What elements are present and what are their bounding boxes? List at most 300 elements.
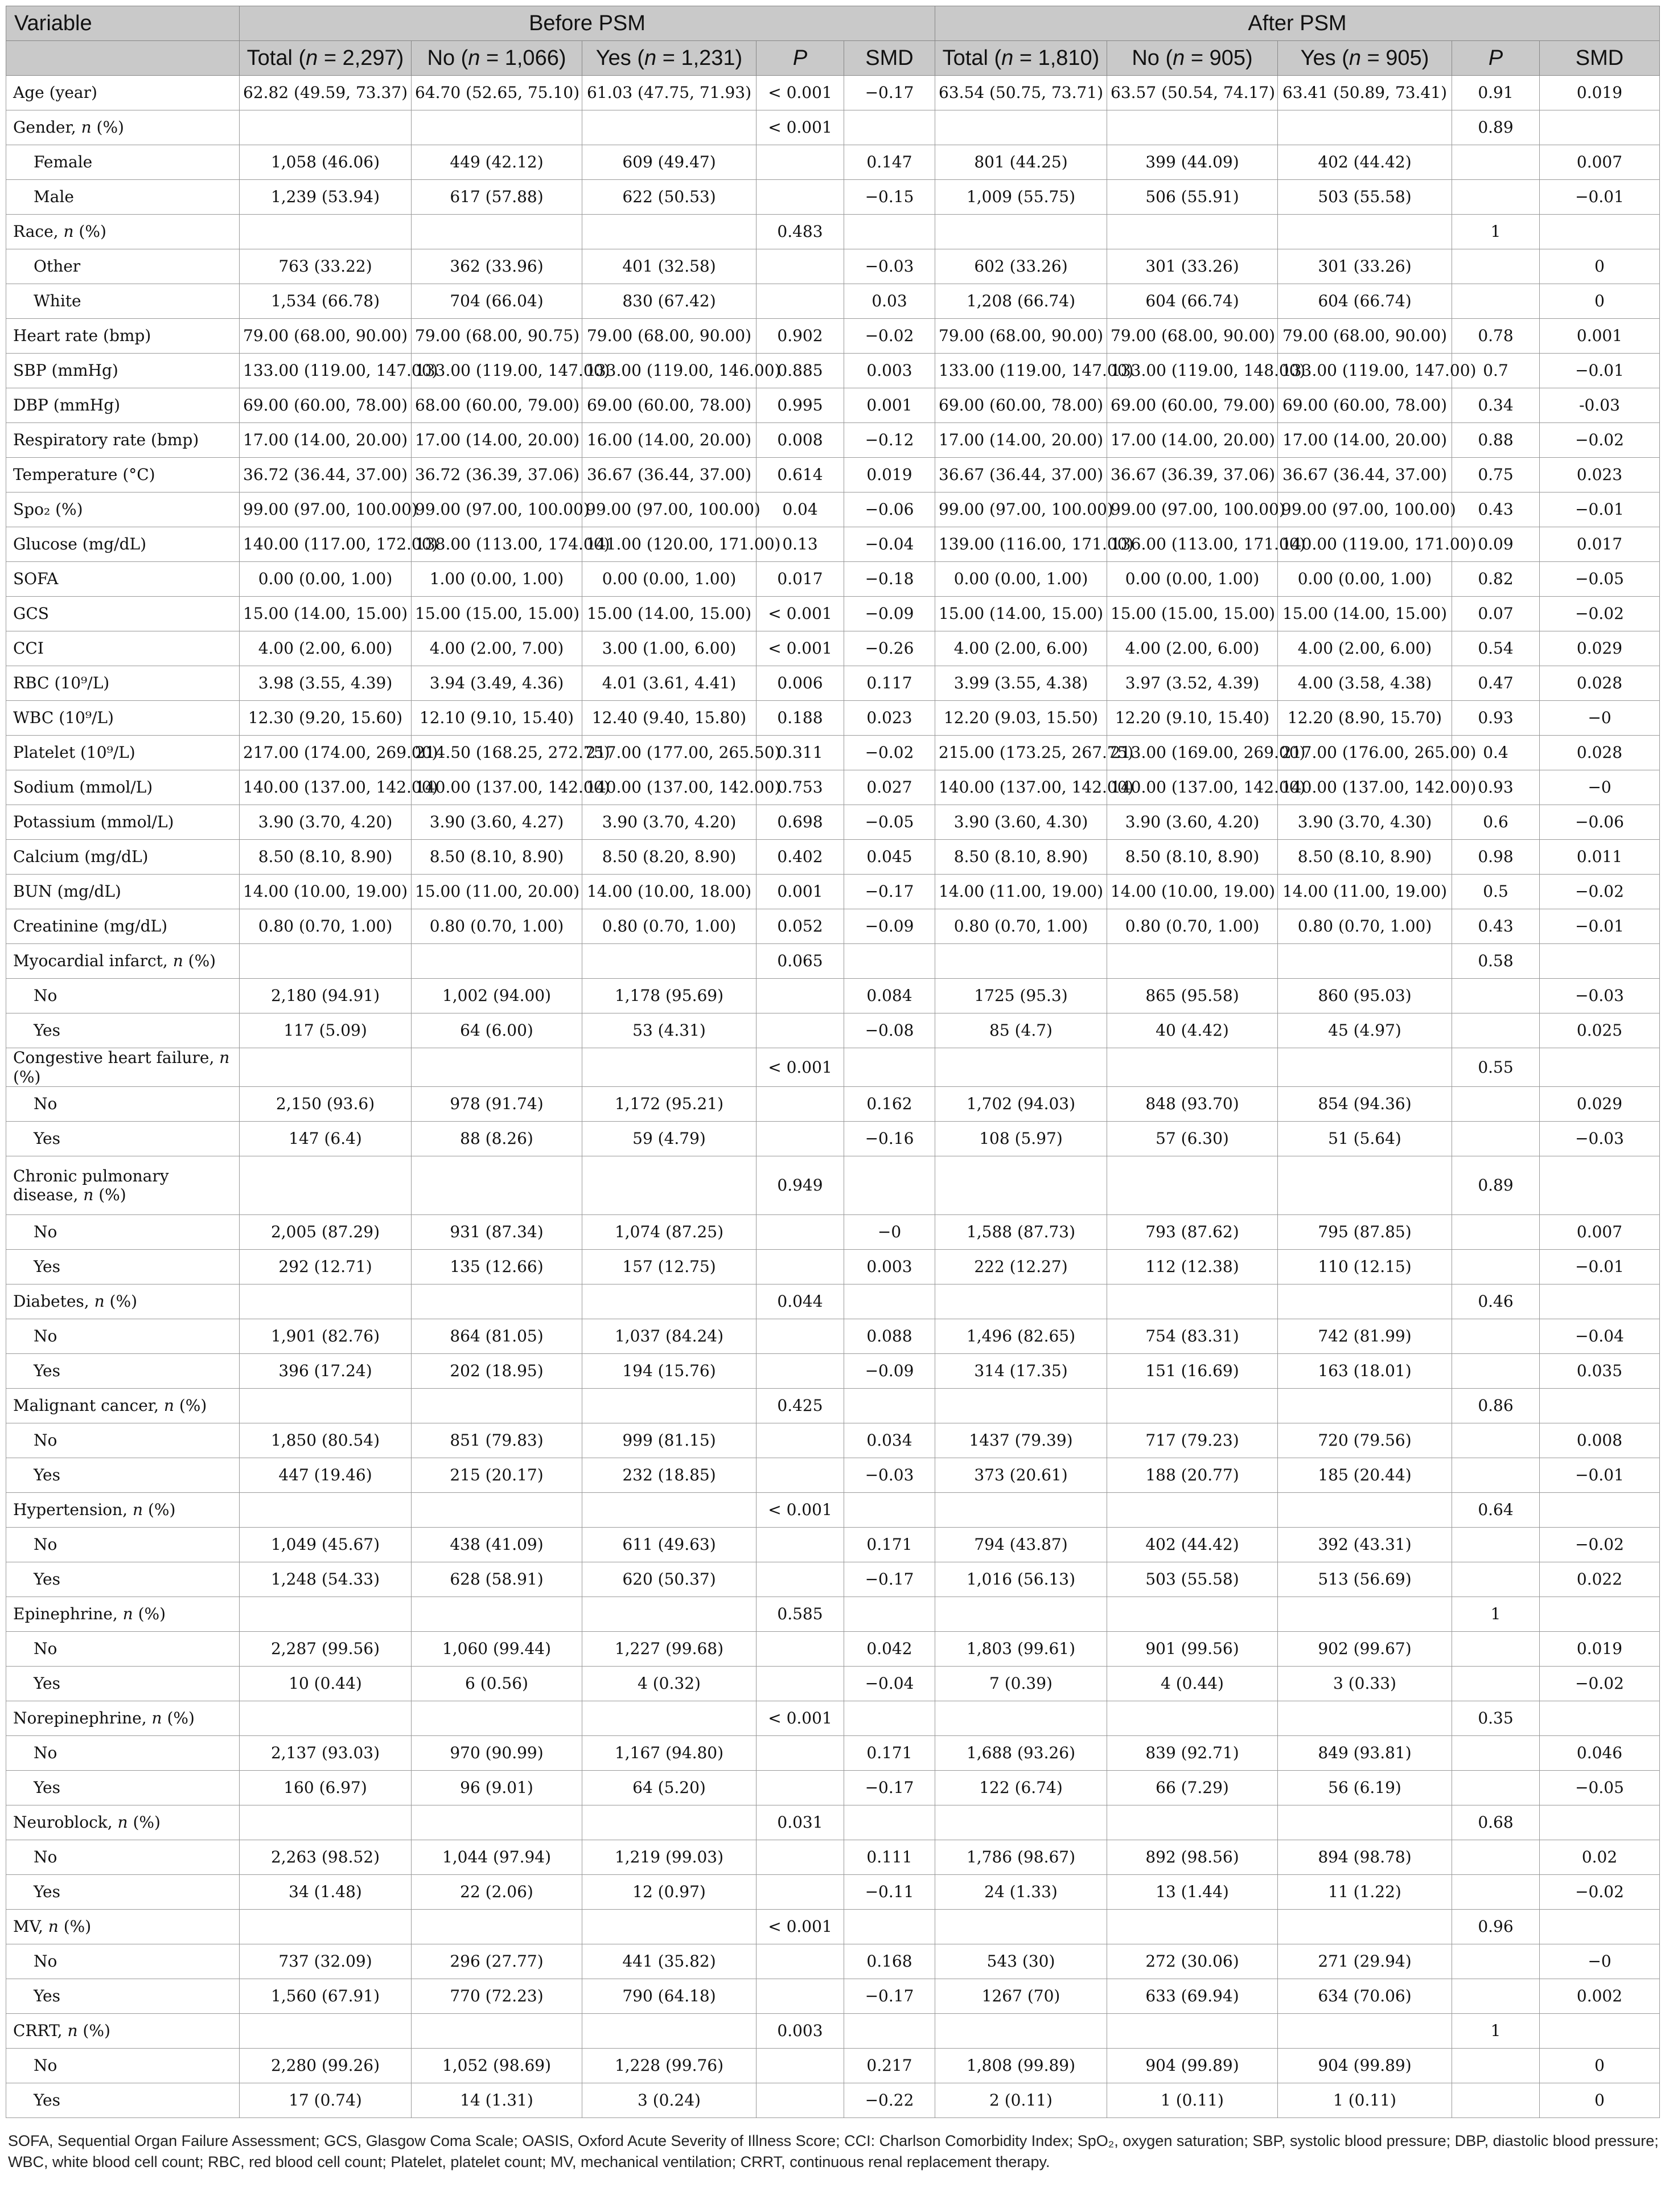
table-cell: 0.7 (1452, 354, 1540, 388)
table-cell (240, 1493, 412, 1528)
table-cell: 1,009 (55.75) (935, 180, 1107, 215)
table-row (6, 666, 1660, 701)
table-cell: 1 (0.11) (1278, 2083, 1452, 2118)
table-cell: 830 (67.42) (582, 284, 757, 319)
table-cell: 17.00 (14.00, 20.00) (1278, 423, 1452, 458)
table-cell: 4.00 (2.00, 6.00) (1278, 631, 1452, 666)
table-cell: 17.00 (14.00, 20.00) (935, 423, 1107, 458)
table-cell: 793 (87.62) (1107, 1215, 1278, 1250)
variable-header: Variable (6, 6, 240, 41)
table-cell: 88 (8.26) (412, 1122, 582, 1156)
row-label: Age (year) (6, 76, 240, 110)
table-cell: 0.019 (1540, 76, 1660, 110)
table-cell: 0.003 (844, 354, 935, 388)
table-row (6, 736, 1660, 770)
table-cell: 51 (5.64) (1278, 1122, 1452, 1156)
table-cell (582, 1284, 757, 1319)
table-cell: 604 (66.74) (1278, 284, 1452, 319)
row-label: Myocardial infarct, n (%) (6, 944, 240, 979)
table-cell: 34 (1.48) (240, 1875, 412, 1910)
table-cell: 99.00 (97.00, 100.00) (935, 493, 1107, 527)
row-label: Respiratory rate (bmp) (6, 423, 240, 458)
table-row (6, 354, 1660, 388)
table-cell: 15.00 (14.00, 15.00) (935, 597, 1107, 631)
row-label: GCS (6, 597, 240, 631)
table-cell: −0.15 (844, 180, 935, 215)
table-cell: −0.02 (1540, 597, 1660, 631)
table-cell: 0 (1540, 249, 1660, 284)
table-cell: 901 (99.56) (1107, 1632, 1278, 1667)
table-cell (412, 1805, 582, 1840)
table-cell (1540, 1389, 1660, 1423)
table-cell (1452, 1771, 1540, 1805)
table-row (6, 493, 1660, 527)
table-cell (1107, 1701, 1278, 1736)
table-cell: −0.16 (844, 1122, 935, 1156)
table-cell (412, 944, 582, 979)
row-label: RBC (10⁹/L) (6, 666, 240, 701)
table-cell (935, 215, 1107, 249)
table-cell (757, 1875, 844, 1910)
table-cell: 438 (41.09) (412, 1528, 582, 1562)
table-cell (1107, 1048, 1278, 1087)
table-cell: 4.01 (3.61, 4.41) (582, 666, 757, 701)
table-cell: 108 (5.97) (935, 1122, 1107, 1156)
table-cell (582, 1156, 757, 1215)
table-cell: 17.00 (14.00, 20.00) (412, 423, 582, 458)
table-cell: 4.00 (2.00, 6.00) (1107, 631, 1278, 666)
table-cell: 12.20 (9.10, 15.40) (1107, 701, 1278, 736)
table-cell: 79.00 (68.00, 90.75) (412, 319, 582, 354)
row-label: DBP (mmHg) (6, 388, 240, 423)
table-cell: 0.89 (1452, 1156, 1540, 1215)
table-cell: 79.00 (68.00, 90.00) (1107, 319, 1278, 354)
table-cell: 0.949 (757, 1156, 844, 1215)
table-subrow (6, 1840, 1660, 1875)
table-cell (1107, 944, 1278, 979)
table-cell: 0.171 (844, 1528, 935, 1562)
table-cell: −0.12 (844, 423, 935, 458)
row-label: Yes (6, 1354, 240, 1389)
table-cell: 214.50 (168.25, 272.75) (412, 736, 582, 770)
table-cell: 0.011 (1540, 840, 1660, 875)
table-cell: 79.00 (68.00, 90.00) (935, 319, 1107, 354)
table-cell: 69.00 (60.00, 78.00) (240, 388, 412, 423)
table-cell: 0.017 (1540, 527, 1660, 562)
table-cell: −0.01 (1540, 909, 1660, 944)
table-cell: 0.188 (757, 701, 844, 736)
table-cell: 64 (6.00) (412, 1013, 582, 1048)
table-cell (757, 1319, 844, 1354)
table-cell: −0 (1540, 701, 1660, 736)
table-row (6, 458, 1660, 493)
table-cell: −0.17 (844, 1771, 935, 1805)
table-cell: 790 (64.18) (582, 1979, 757, 2014)
table-cell: 17.00 (14.00, 20.00) (1107, 423, 1278, 458)
table-cell: < 0.001 (757, 1910, 844, 1944)
table-cell: −0.09 (844, 1354, 935, 1389)
table-cell: 1,074 (87.25) (582, 1215, 757, 1250)
table-cell: 849 (93.81) (1278, 1736, 1452, 1771)
table-subrow (6, 1875, 1660, 1910)
table-cell: 140.00 (137.00, 142.00) (412, 770, 582, 805)
table-cell (757, 1354, 844, 1389)
table-cell: 851 (79.83) (412, 1423, 582, 1458)
table-cell: 0.147 (844, 145, 935, 180)
table-cell: 2,287 (99.56) (240, 1632, 412, 1667)
table-cell: 402 (44.42) (1107, 1528, 1278, 1562)
row-label: Glucose (mg/dL) (6, 527, 240, 562)
table-cell: 0.58 (1452, 944, 1540, 979)
table-cell: 12.20 (9.03, 15.50) (935, 701, 1107, 736)
table-cell (582, 110, 757, 145)
table-cell (844, 2014, 935, 2049)
table-cell: 506 (55.91) (1107, 180, 1278, 215)
table-cell: 0.80 (0.70, 1.00) (1107, 909, 1278, 944)
table-cell: 8.50 (8.20, 8.90) (582, 840, 757, 875)
table-cell: 0.006 (757, 666, 844, 701)
table-cell (240, 1284, 412, 1319)
table-cell (1452, 1632, 1540, 1667)
table-cell: 6 (0.56) (412, 1667, 582, 1701)
table-cell: −0 (844, 1215, 935, 1250)
table-cell (1107, 215, 1278, 249)
table-cell: 79.00 (68.00, 90.00) (582, 319, 757, 354)
table-cell: 1,850 (80.54) (240, 1423, 412, 1458)
table-cell: 0.09 (1452, 527, 1540, 562)
table-cell: 1.00 (0.00, 1.00) (412, 562, 582, 597)
table-cell (582, 1597, 757, 1632)
table-cell (757, 1122, 844, 1156)
table-cell (412, 1701, 582, 1736)
column-header-9: SMD (1540, 41, 1660, 76)
table-cell: 0 (1540, 284, 1660, 319)
table-cell: 720 (79.56) (1278, 1423, 1452, 1458)
table-subrow (6, 145, 1660, 180)
table-subrow (6, 284, 1660, 319)
table-cell: 4.00 (2.00, 7.00) (412, 631, 582, 666)
table-cell: 147 (6.4) (240, 1122, 412, 1156)
table-subrow (6, 1215, 1660, 1250)
table-cell: 99.00 (97.00, 100.00) (1278, 493, 1452, 527)
table-cell: 0.00 (0.00, 1.00) (1278, 562, 1452, 597)
table-subrow (6, 249, 1660, 284)
table-cell (412, 1493, 582, 1528)
table-cell: 217.00 (174.00, 269.00) (240, 736, 412, 770)
table-cell: 8.50 (8.10, 8.90) (1107, 840, 1278, 875)
row-label: No (6, 1944, 240, 1979)
table-cell: 217.00 (176.00, 265.00) (1278, 736, 1452, 770)
table-cell: 14.00 (11.00, 19.00) (1278, 875, 1452, 909)
row-label: Hypertension, n (%) (6, 1493, 240, 1528)
table-cell: 36.67 (36.44, 37.00) (1278, 458, 1452, 493)
table-row (6, 909, 1660, 944)
table-cell: 99.00 (97.00, 100.00) (582, 493, 757, 527)
table-cell (412, 215, 582, 249)
table-cell: 17 (0.74) (240, 2083, 412, 2118)
table-cell: 36.72 (36.39, 37.06) (412, 458, 582, 493)
table-cell: −0 (1540, 1944, 1660, 1979)
table-subrow (6, 2083, 1660, 2118)
table-cell: 892 (98.56) (1107, 1840, 1278, 1875)
table-cell: 79.00 (68.00, 90.00) (240, 319, 412, 354)
table-cell (582, 1910, 757, 1944)
table-cell (1452, 1013, 1540, 1048)
table-cell: −0.03 (844, 1458, 935, 1493)
table-cell (1452, 284, 1540, 319)
table-cell: 3.90 (3.60, 4.30) (935, 805, 1107, 840)
table-cell (1540, 1493, 1660, 1528)
table-cell: 0.008 (1540, 1423, 1660, 1458)
row-label: Yes (6, 1979, 240, 2014)
table-cell: 1,808 (99.89) (935, 2049, 1107, 2083)
table-cell: 0.82 (1452, 562, 1540, 597)
table-cell: 15.00 (14.00, 15.00) (582, 597, 757, 631)
table-cell: 85 (4.7) (935, 1013, 1107, 1048)
table-cell: 61.03 (47.75, 71.93) (582, 76, 757, 110)
table-cell: 2,280 (99.26) (240, 2049, 412, 2083)
table-cell: −0.05 (1540, 562, 1660, 597)
row-label: CRRT, n (%) (6, 2014, 240, 2049)
table-cell (844, 110, 935, 145)
table-cell: 1,786 (98.67) (935, 1840, 1107, 1875)
table-cell: < 0.001 (757, 597, 844, 631)
table-subrow (6, 1458, 1660, 1493)
table-cell: −0.04 (844, 527, 935, 562)
table-cell (1540, 110, 1660, 145)
table-cell: −0.03 (844, 249, 935, 284)
table-cell (1278, 1597, 1452, 1632)
table-row (6, 1048, 1660, 1087)
table-cell (1278, 1805, 1452, 1840)
table-cell: 0.75 (1452, 458, 1540, 493)
row-label: Yes (6, 1250, 240, 1284)
table-cell: 2,150 (93.6) (240, 1087, 412, 1122)
table-cell: 0.162 (844, 1087, 935, 1122)
table-cell: 1 (0.11) (1107, 2083, 1278, 2118)
table-cell (1107, 110, 1278, 145)
table-row (6, 944, 1660, 979)
table-cell: 1437 (79.39) (935, 1423, 1107, 1458)
table-cell: 894 (98.78) (1278, 1840, 1452, 1875)
table-cell: 122 (6.74) (935, 1771, 1107, 1805)
table-cell (240, 1805, 412, 1840)
table-cell: 704 (66.04) (412, 284, 582, 319)
table-cell: 140.00 (119.00, 171.00) (1278, 527, 1452, 562)
table-cell: 0.007 (1540, 1215, 1660, 1250)
table-cell (935, 1156, 1107, 1215)
table-cell (1452, 1979, 1540, 2014)
table-cell (757, 979, 844, 1013)
table-footnote: SOFA, Sequential Organ Failure Assessment; GCS, Glasgow Coma Scale; OASIS, Oxford Acute Severity of Illness Score; CCI: Charlson Comorbidity Index; SpO₂, oxygen saturation; SBP, systolic blood pressure; DBP, diastolic blood pressure; WBC, white blood cell count; RBC, red blood cell count; Platelet, platelet count; MV, mechanical ventilation; CRRT, continuous renal replacement therapy. (8, 2132, 1659, 2170)
table-cell (1278, 1389, 1452, 1423)
table-subrow (6, 1087, 1660, 1122)
table-cell: 0.96 (1452, 1910, 1540, 1944)
table-cell: 602 (33.26) (935, 249, 1107, 284)
table-row (6, 1805, 1660, 1840)
table-cell: 14.00 (10.00, 19.00) (240, 875, 412, 909)
table-cell: 373 (20.61) (935, 1458, 1107, 1493)
table-subrow (6, 1979, 1660, 2014)
table-cell: 1,901 (82.76) (240, 1319, 412, 1354)
table-cell (1540, 944, 1660, 979)
table-cell: −0.02 (1540, 875, 1660, 909)
table-cell: 7 (0.39) (935, 1667, 1107, 1701)
table-cell (757, 1458, 844, 1493)
table-cell: 1,058 (46.06) (240, 145, 412, 180)
row-label: BUN (mg/dL) (6, 875, 240, 909)
table-cell (240, 1597, 412, 1632)
table-cell: 0 (1540, 2049, 1660, 2083)
table-cell: -0.03 (1540, 388, 1660, 423)
table-cell: 301 (33.26) (1278, 249, 1452, 284)
table-cell: 99.00 (97.00, 100.00) (412, 493, 582, 527)
table-cell: 634 (70.06) (1278, 1979, 1452, 2014)
table-row (6, 388, 1660, 423)
table-cell (240, 944, 412, 979)
table-cell (1278, 215, 1452, 249)
table-cell (935, 1805, 1107, 1840)
table-cell (757, 1423, 844, 1458)
table-cell: 12.20 (8.90, 15.70) (1278, 701, 1452, 736)
table-cell: 0.78 (1452, 319, 1540, 354)
table-cell (757, 180, 844, 215)
row-label: Congestive heart failure, n (%) (6, 1048, 240, 1087)
table-cell: 53 (4.31) (582, 1013, 757, 1048)
table-cell: 163 (18.01) (1278, 1354, 1452, 1389)
table-cell: 0.311 (757, 736, 844, 770)
table-cell: 0.022 (1540, 1562, 1660, 1597)
table-cell: 0.80 (0.70, 1.00) (582, 909, 757, 944)
table-cell: 13 (1.44) (1107, 1875, 1278, 1910)
table-cell: 1,037 (84.24) (582, 1319, 757, 1354)
table-cell: −0.05 (844, 805, 935, 840)
table-cell (757, 1215, 844, 1250)
table-cell: 0.03 (844, 284, 935, 319)
table-row (6, 2014, 1660, 2049)
table-cell (412, 1284, 582, 1319)
table-cell: 8.50 (8.10, 8.90) (240, 840, 412, 875)
table-cell: 3.00 (1.00, 6.00) (582, 631, 757, 666)
table-cell: 4 (0.44) (1107, 1667, 1278, 1701)
table-cell: 754 (83.31) (1107, 1319, 1278, 1354)
table-cell: 0.035 (1540, 1354, 1660, 1389)
table-cell (844, 1597, 935, 1632)
table-cell: 0.003 (757, 2014, 844, 2049)
table-cell: 222 (12.27) (935, 1250, 1107, 1284)
table-cell: 3.94 (3.49, 4.36) (412, 666, 582, 701)
table-cell: 1,167 (94.80) (582, 1736, 757, 1771)
table-cell (757, 1944, 844, 1979)
table-cell: 62.82 (49.59, 73.37) (240, 76, 412, 110)
row-label: White (6, 284, 240, 319)
row-label: Epinephrine, n (%) (6, 1597, 240, 1632)
table-cell: 447 (19.46) (240, 1458, 412, 1493)
row-label: Race, n (%) (6, 215, 240, 249)
table-cell: 839 (92.71) (1107, 1736, 1278, 1771)
table-row (6, 1701, 1660, 1736)
table-cell: 0.171 (844, 1736, 935, 1771)
table-cell: 1,044 (97.94) (412, 1840, 582, 1875)
row-label: Malignant cancer, n (%) (6, 1389, 240, 1423)
table-row (6, 1156, 1660, 1215)
row-label: No (6, 2049, 240, 2083)
table-cell (935, 1284, 1107, 1319)
table-cell (935, 1597, 1107, 1632)
table-cell: 622 (50.53) (582, 180, 757, 215)
table-cell: 14.00 (10.00, 18.00) (582, 875, 757, 909)
psm-baseline-table (6, 6, 1660, 2118)
table-cell: −0.02 (844, 736, 935, 770)
table-cell: 978 (91.74) (412, 1087, 582, 1122)
table-cell: 63.54 (50.75, 73.71) (935, 76, 1107, 110)
table-cell (844, 1156, 935, 1215)
row-label: Yes (6, 1562, 240, 1597)
table-cell: 3.90 (3.70, 4.30) (1278, 805, 1452, 840)
table-cell (1452, 1736, 1540, 1771)
table-subrow (6, 1562, 1660, 1597)
table-cell: 8.50 (8.10, 8.90) (1278, 840, 1452, 875)
table-cell: 1,208 (66.74) (935, 284, 1107, 319)
table-cell (757, 1771, 844, 1805)
table-cell: 0.04 (757, 493, 844, 527)
table-cell: −0.06 (844, 493, 935, 527)
table-cell: −0.01 (1540, 1458, 1660, 1493)
table-subrow (6, 1736, 1660, 1771)
row-label: Yes (6, 1122, 240, 1156)
table-cell (1278, 1156, 1452, 1215)
table-cell (412, 1597, 582, 1632)
row-label: WBC (10⁹/L) (6, 701, 240, 736)
table-subrow (6, 1423, 1660, 1458)
table-cell: 1,002 (94.00) (412, 979, 582, 1013)
row-label: Creatinine (mg/dL) (6, 909, 240, 944)
table-cell (1452, 1423, 1540, 1458)
table-cell: 202 (18.95) (412, 1354, 582, 1389)
table-cell: 2,180 (94.91) (240, 979, 412, 1013)
table-cell: 139.00 (116.00, 171.00) (935, 527, 1107, 562)
table-cell: 0.64 (1452, 1493, 1540, 1528)
row-label: Female (6, 145, 240, 180)
table-cell: 136.00 (113.00, 171.00) (1107, 527, 1278, 562)
table-cell: 617 (57.88) (412, 180, 582, 215)
table-subrow (6, 1122, 1660, 1156)
table-cell (757, 1013, 844, 1048)
table-cell: −0.08 (844, 1013, 935, 1048)
column-header-0: Total (n = 2,297) (240, 41, 412, 76)
table-subrow (6, 180, 1660, 215)
table-cell (844, 1389, 935, 1423)
table-cell (935, 944, 1107, 979)
table-cell: 14.00 (11.00, 19.00) (935, 875, 1107, 909)
table-cell: 620 (50.37) (582, 1562, 757, 1597)
table-cell: 15.00 (15.00, 15.00) (412, 597, 582, 631)
table-cell (1452, 1215, 1540, 1250)
table-cell (757, 1250, 844, 1284)
table-cell: 717 (79.23) (1107, 1423, 1278, 1458)
table-cell: 0.002 (1540, 1979, 1660, 2014)
row-label: Yes (6, 1771, 240, 1805)
table-cell: 0.042 (844, 1632, 935, 1667)
before-psm-header: Before PSM (240, 6, 935, 41)
table-cell: 513 (56.69) (1278, 1562, 1452, 1597)
table-row (6, 215, 1660, 249)
table-subrow (6, 979, 1660, 1013)
table-cell: 117 (5.09) (240, 1013, 412, 1048)
row-label: Calcium (mg/dL) (6, 840, 240, 875)
table-cell (582, 1701, 757, 1736)
table-cell: 79.00 (68.00, 90.00) (1278, 319, 1452, 354)
